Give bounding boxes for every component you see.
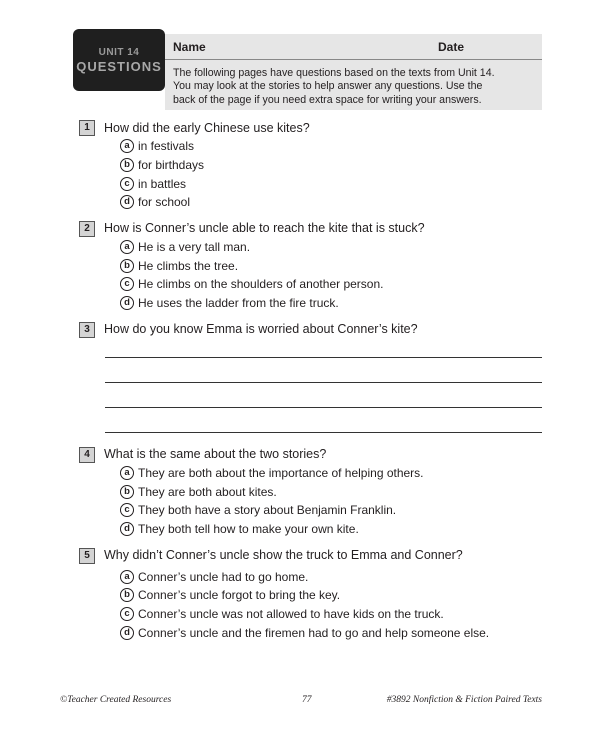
option-letter-circle: c <box>120 503 134 517</box>
answer-option[interactable] <box>120 276 383 292</box>
option-text: Conner’s uncle and the firemen had to go and help someone else. <box>138 626 490 640</box>
option-letter-circle: d <box>120 626 134 640</box>
question-number: 2 <box>79 221 95 237</box>
footer-page-number: 77 <box>302 695 312 705</box>
header-box <box>165 34 542 110</box>
question-text: How do you know Emma is worried about Conner’s kite? <box>104 322 418 336</box>
answer-option[interactable] <box>120 502 396 518</box>
option-text: He climbs on the shoulders of another person. <box>138 277 384 291</box>
answer-line[interactable] <box>105 407 542 408</box>
option-text: They are both about kites. <box>138 485 277 499</box>
option-letter-circle: b <box>120 485 134 499</box>
answer-option[interactable] <box>120 569 308 585</box>
option-text: in festivals <box>138 139 195 153</box>
unit-badge <box>73 29 165 91</box>
option-letter-circle: c <box>120 177 134 191</box>
answer-option[interactable] <box>120 587 340 603</box>
answer-option[interactable] <box>120 157 204 173</box>
option-text: He climbs the tree. <box>138 259 239 273</box>
question-text: How is Conner’s uncle able to reach the kite that is stuck? <box>104 221 425 235</box>
option-text: He uses the ladder from the fire truck. <box>138 296 339 310</box>
question-number: 1 <box>79 120 95 136</box>
option-letter-circle: a <box>120 240 134 254</box>
option-letter-circle: a <box>120 139 134 153</box>
answer-option[interactable] <box>120 484 277 500</box>
unit-label: UNIT 14 <box>98 46 140 58</box>
option-text: They both tell how to make your own kite. <box>138 522 359 536</box>
option-text: Conner’s uncle forgot to bring the key. <box>138 588 341 602</box>
footer-publisher: ©Teacher Created Resources <box>60 695 172 705</box>
questions-label: QUESTIONS <box>76 58 162 74</box>
answer-option[interactable] <box>120 606 444 622</box>
option-letter-circle: b <box>120 158 134 172</box>
answer-line[interactable] <box>105 432 542 433</box>
option-text: He is a very tall man. <box>138 240 251 254</box>
option-letter-circle: a <box>120 570 134 584</box>
option-letter-circle: b <box>120 259 134 273</box>
answer-line[interactable] <box>105 382 542 383</box>
question-text: Why didn’t Conner’s uncle show the truck to Emma and Conner? <box>104 548 463 562</box>
date-label: Date <box>438 40 465 54</box>
option-text: for school <box>138 195 191 209</box>
option-letter-circle: c <box>120 607 134 621</box>
answer-option[interactable] <box>120 258 238 274</box>
option-letter-circle: c <box>120 277 134 291</box>
option-letter-circle: a <box>120 466 134 480</box>
option-text: for birthdays <box>138 158 205 172</box>
instructions-line: The following pages have questions based on the texts from Unit 14. <box>173 67 495 79</box>
answer-option[interactable] <box>120 176 186 192</box>
option-text: Conner’s uncle had to go home. <box>138 570 309 584</box>
answer-option[interactable] <box>120 465 424 481</box>
question-text: How did the early Chinese use kites? <box>104 121 310 135</box>
option-text: Conner’s uncle was not allowed to have kids on the truck. <box>138 607 444 621</box>
option-letter-circle: d <box>120 296 134 310</box>
answer-option[interactable] <box>120 194 190 210</box>
question-number: 4 <box>79 447 95 463</box>
question-text: What is the same about the two stories? <box>104 447 327 461</box>
instructions-line: You may look at the stories to help answer any questions. Use the <box>173 80 483 93</box>
answer-option[interactable] <box>120 295 339 311</box>
option-letter-circle: d <box>120 522 134 536</box>
footer-book-title: #3892 Nonfiction & Fiction Paired Texts <box>386 695 542 705</box>
answer-option[interactable] <box>120 138 194 154</box>
name-label: Name <box>173 40 206 54</box>
answer-option[interactable] <box>120 625 489 641</box>
question-number: 3 <box>79 322 95 338</box>
option-text: They both have a story about Benjamin Franklin. <box>138 503 397 517</box>
option-text: in battles <box>138 177 187 191</box>
instructions-line: back of the page if you need extra space for writing your answers. <box>173 93 482 106</box>
name-date-row <box>165 34 542 60</box>
answer-line[interactable] <box>105 357 542 358</box>
instructions <box>173 67 538 107</box>
answer-option[interactable] <box>120 239 250 255</box>
answer-option[interactable] <box>120 521 359 537</box>
question-number: 5 <box>79 548 95 564</box>
option-letter-circle: b <box>120 588 134 602</box>
option-letter-circle: d <box>120 195 134 209</box>
option-text: They are both about the importance of helping others. <box>138 466 424 480</box>
